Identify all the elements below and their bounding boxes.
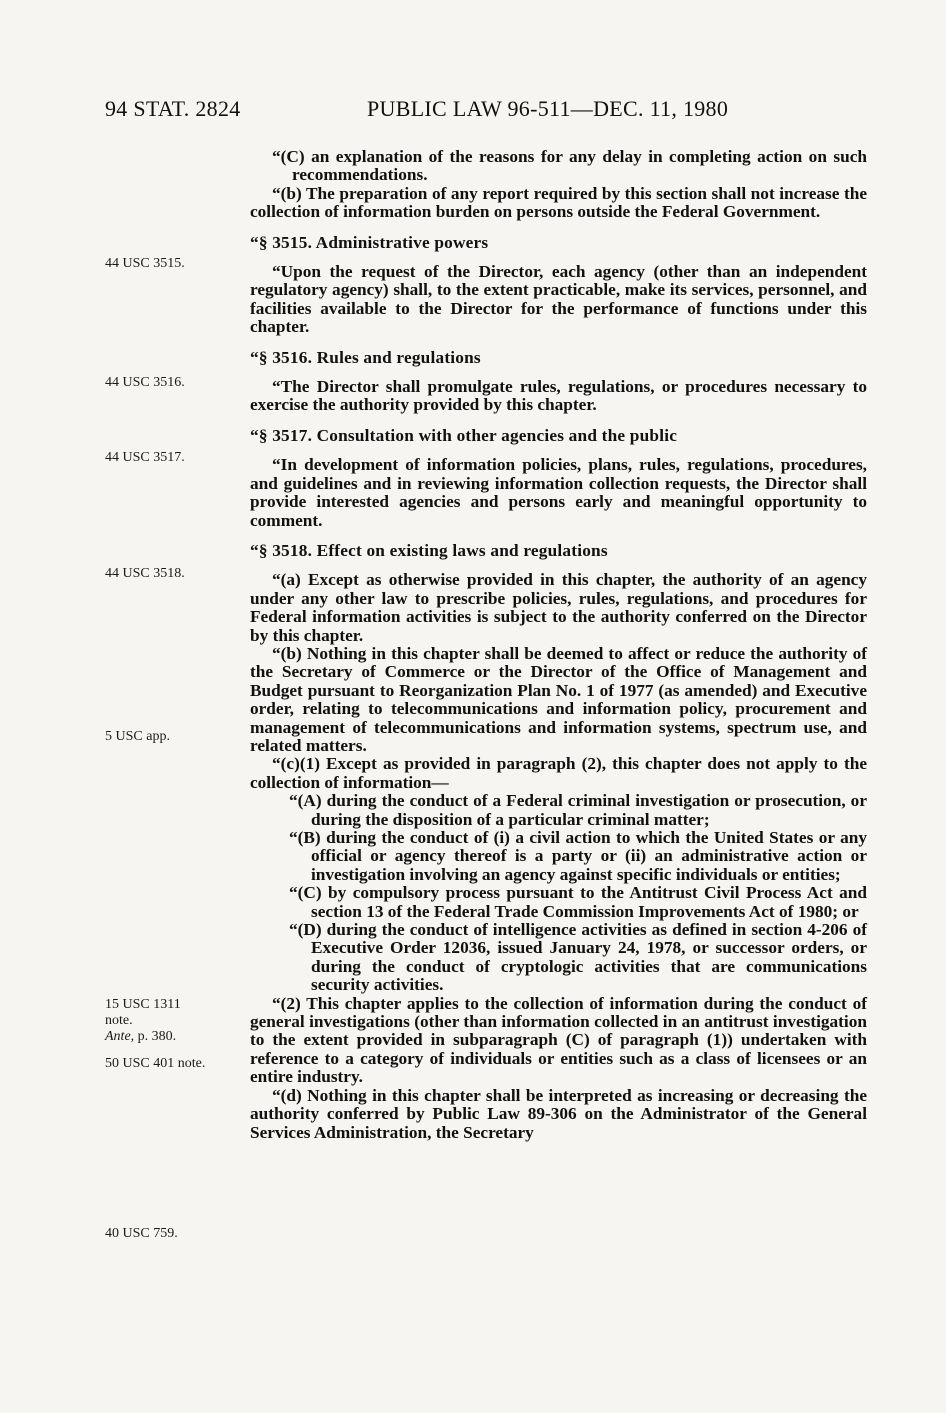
- margin-note-3516: 44 USC 3516.: [105, 375, 185, 390]
- section-3518-a: “(a) Except as otherwise provided in this chapter, the authority of an agency under any other law to prescribe policies, rules, regulations, and procedures for Federal information activities is subject to the authority conferred on the Director by this chapter.: [250, 570, 867, 645]
- page-number: 94 STAT. 2824: [105, 96, 241, 121]
- section-heading-3517: “§ 3517. Consultation with other agencies and the public: [250, 425, 678, 445]
- margin-note-3515: 44 USC 3515.: [105, 256, 185, 271]
- section-3517-text: “In development of information policies, plans, rules, regulations, procedures, and guidelines and in reviewing information collection requests, the Director shall provide interested agencies and persons early and meaningful opportunity to comment.: [250, 455, 867, 530]
- section-3518-d: “(d) Nothing in this chapter shall be interpreted as increasing or decreasing the authority conferred by Public Law 89-306 on the Administrator of the General Services Administration, the Secretary: [250, 1085, 867, 1142]
- ante-reference: Ante, p. 380.: [105, 1029, 177, 1044]
- section-3518-c1-A: “(A) during the conduct of a Federal criminal investigation or prosecution, or during the disposition of a particular criminal matter;: [289, 791, 867, 829]
- margin-note-40-usc-759: 40 USC 759.: [105, 1226, 178, 1241]
- section-heading-3518: “§ 3518. Effect on existing laws and regulations: [250, 540, 608, 560]
- section-3518-c2: “(2) This chapter applies to the collection of information during the conduct of general investigations (other than information collected in an antitrust investigation to the extent provided in subparagraph (C) of paragraph (1)) undertaken with reference to a category of individuals or entities such as a class of licensees or an entire industry.: [250, 993, 867, 1087]
- statute-text: [250, 148, 867, 1142]
- page-header: [105, 96, 867, 126]
- margin-note-50-usc-401: 50 USC 401 note.: [105, 1056, 206, 1071]
- margin-note-3518: 44 USC 3518.: [105, 566, 185, 581]
- margin-note-3517: 44 USC 3517.: [105, 450, 185, 465]
- section-3518-c1-B: “(B) during the conduct of (i) a civil action to which the United States or any official or agency thereof is a party or (ii) an administrative action or investigation involving an agency against specific individuals or entities;: [289, 828, 867, 884]
- section-3518-b: “(b) Nothing in this chapter shall be deemed to affect or reduce the authority of the Secretary of Commerce or the Director of the Office of Management and Budget pursuant to Reorganization Plan No. 1 of 1977 (as amended) and Executive order, relating to telecommunications and information policy, procurement and management of telecommunications and information systems, spectrum use, and related matters.: [250, 643, 867, 755]
- section-3518-c1: “(c)(1) Except as provided in paragraph (2), this chapter does not apply to the collection of information—: [250, 754, 867, 792]
- margin-note-5-usc-app: 5 USC app.: [105, 729, 170, 744]
- section-3516-text: “The Director shall promulgate rules, regulations, or procedures necessary to exercise the authority provided by this chapter.: [250, 377, 867, 415]
- paragraph-b-report: “(b) The preparation of any report required by this section shall not increase the collection of information burden on persons outside the Federal Government.: [250, 183, 867, 222]
- section-3518-c1-D: “(D) during the conduct of intelligence activities as defined in section 4-206 of Executive Order 12036, issued January 24, 1978, or successor orders, or during the conduct of cryptologic activities that are communications security activities.: [289, 920, 867, 995]
- paragraph-c-explanation: “(C) an explanation of the reasons for any delay in completing action on such recommendations.: [272, 147, 867, 185]
- section-3518-c1-C: “(C) by compulsory process pursuant to the Antitrust Civil Process Act and section 13 of the Federal Trade Commission Improvements Act of 1980; or: [289, 883, 867, 921]
- section-3515-text: “Upon the request of the Director, each agency (other than an independent regulatory agency) shall, to the extent practicable, make its services, personnel, and facilities available to the Director for the performance of functions under this chapter.: [250, 262, 867, 337]
- section-heading-3516: “§ 3516. Rules and regulations: [250, 347, 481, 367]
- section-heading-3515: “§ 3515. Administrative powers: [250, 232, 489, 252]
- margin-note-15-usc-1311: 15 USC 1311 note. Ante, p. 380.: [105, 997, 245, 1045]
- law-title: PUBLIC LAW 96-511—DEC. 11, 1980: [367, 96, 729, 121]
